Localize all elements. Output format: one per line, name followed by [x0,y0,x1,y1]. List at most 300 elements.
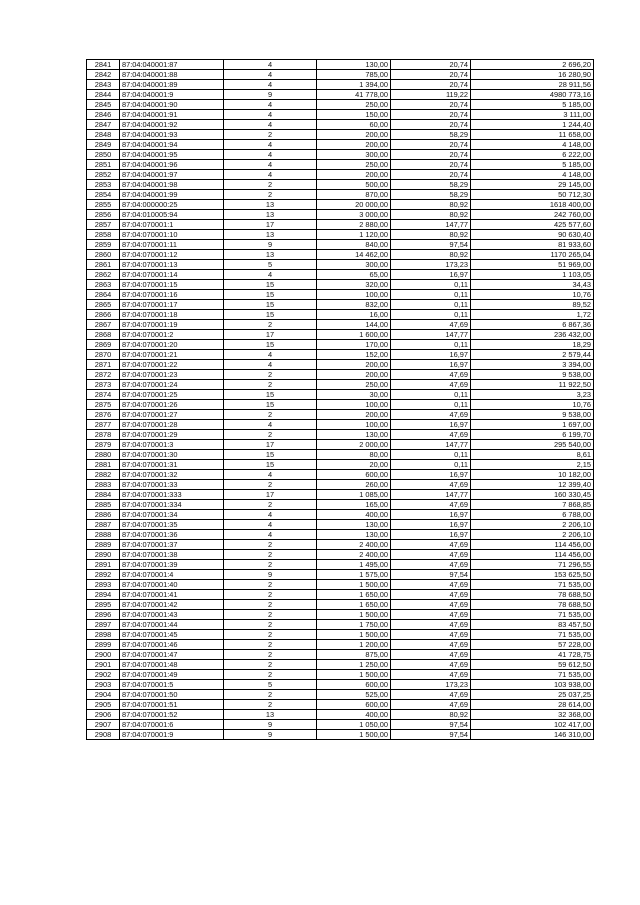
area-cell: 144,00 [317,320,391,330]
cadastral-number-cell: 87:04:070001:51 [120,700,224,710]
cadastral-number-cell: 87:04:070001:28 [120,420,224,430]
cadastral-number-cell: 87:04:070001:333 [120,490,224,500]
category-cell: 2 [224,500,317,510]
value-cell: 71 535,00 [471,670,594,680]
category-cell: 15 [224,390,317,400]
value-cell: 2 696,20 [471,60,594,70]
area-cell: 250,00 [317,160,391,170]
category-cell: 4 [224,60,317,70]
table-row [87,570,594,580]
category-cell: 2 [224,600,317,610]
cadastral-number-cell: 87:04:070001:11 [120,240,224,250]
rate-cell: 0,11 [391,460,471,470]
table-row [87,560,594,570]
row-number-cell: 2883 [87,480,120,490]
row-number-cell: 2881 [87,460,120,470]
rate-cell: 20,74 [391,100,471,110]
category-cell: 2 [224,410,317,420]
rate-cell: 47,69 [391,410,471,420]
area-cell: 1 250,00 [317,660,391,670]
rate-cell: 47,69 [391,550,471,560]
row-number-cell: 2889 [87,540,120,550]
table-row [87,160,594,170]
cadastral-number-cell: 87:04:070001:1 [120,220,224,230]
area-cell: 250,00 [317,380,391,390]
category-cell: 2 [224,640,317,650]
row-number-cell: 2901 [87,660,120,670]
table-row [87,340,594,350]
row-number-cell: 2856 [87,210,120,220]
cadastral-number-cell: 87:04:070001:16 [120,290,224,300]
rate-cell: 20,74 [391,70,471,80]
rate-cell: 58,29 [391,180,471,190]
value-cell: 71 296,55 [471,560,594,570]
category-cell: 17 [224,220,317,230]
table-row [87,710,594,720]
cadastral-number-cell: 87:04:070001:30 [120,450,224,460]
rate-cell: 173,23 [391,260,471,270]
cadastral-number-cell: 87:04:040001:9 [120,90,224,100]
category-cell: 13 [224,250,317,260]
cadastral-number-cell: 87:04:070001:5 [120,680,224,690]
row-number-cell: 2903 [87,680,120,690]
value-cell: 153 625,50 [471,570,594,580]
rate-cell: 58,29 [391,190,471,200]
cadastral-number-cell: 87:04:070001:49 [120,670,224,680]
rate-cell: 47,69 [391,670,471,680]
rate-cell: 0,11 [391,400,471,410]
value-cell: 4 148,00 [471,140,594,150]
area-cell: 100,00 [317,400,391,410]
value-cell: 2,15 [471,460,594,470]
row-number-cell: 2885 [87,500,120,510]
value-cell: 3 394,00 [471,360,594,370]
value-cell: 59 612,50 [471,660,594,670]
area-cell: 1 500,00 [317,580,391,590]
table-row [87,120,594,130]
value-cell: 10 182,00 [471,470,594,480]
rate-cell: 0,11 [391,340,471,350]
cadastral-number-cell: 87:04:070001:14 [120,270,224,280]
rate-cell: 47,69 [391,370,471,380]
area-cell: 1 050,00 [317,720,391,730]
cadastral-number-cell: 87:04:070001:38 [120,550,224,560]
row-number-cell: 2863 [87,280,120,290]
row-number-cell: 2871 [87,360,120,370]
category-cell: 2 [224,180,317,190]
table-body [87,60,594,740]
value-cell: 50 712,30 [471,190,594,200]
rate-cell: 147,77 [391,440,471,450]
value-cell: 28 614,00 [471,700,594,710]
cadastral-number-cell: 87:04:070001:32 [120,470,224,480]
row-number-cell: 2888 [87,530,120,540]
table-row [87,600,594,610]
cadastral-number-cell: 87:04:070001:19 [120,320,224,330]
value-cell: 6 867,36 [471,320,594,330]
rate-cell: 147,77 [391,330,471,340]
value-cell: 10,76 [471,290,594,300]
cadastral-number-cell: 87:04:070001:34 [120,510,224,520]
category-cell: 15 [224,450,317,460]
table-row [87,240,594,250]
cadastral-number-cell: 87:04:070001:42 [120,600,224,610]
rate-cell: 20,74 [391,60,471,70]
category-cell: 5 [224,260,317,270]
value-cell: 4 148,00 [471,170,594,180]
value-cell: 6 199,70 [471,430,594,440]
table-row [87,200,594,210]
category-cell: 15 [224,460,317,470]
table-row [87,450,594,460]
cadastral-number-cell: 87:04:070001:46 [120,640,224,650]
category-cell: 5 [224,680,317,690]
rate-cell: 147,77 [391,490,471,500]
area-cell: 200,00 [317,170,391,180]
cadastral-number-cell: 87:04:070001:44 [120,620,224,630]
rate-cell: 47,69 [391,630,471,640]
value-cell: 78 688,50 [471,600,594,610]
value-cell: 114 456,00 [471,550,594,560]
value-cell: 90 630,40 [471,230,594,240]
category-cell: 4 [224,80,317,90]
table-row [87,220,594,230]
row-number-cell: 2872 [87,370,120,380]
area-cell: 1 120,00 [317,230,391,240]
cadastral-number-cell: 87:04:040001:93 [120,130,224,140]
value-cell: 78 688,50 [471,590,594,600]
rate-cell: 47,69 [391,660,471,670]
area-cell: 1 085,00 [317,490,391,500]
table-row [87,420,594,430]
rate-cell: 20,74 [391,160,471,170]
value-cell: 89,52 [471,300,594,310]
rate-cell: 16,97 [391,350,471,360]
category-cell: 9 [224,720,317,730]
category-cell: 2 [224,540,317,550]
rate-cell: 80,92 [391,710,471,720]
table-row [87,530,594,540]
area-cell: 2 000,00 [317,440,391,450]
value-cell: 16 280,90 [471,70,594,80]
row-number-cell: 2895 [87,600,120,610]
category-cell: 4 [224,70,317,80]
value-cell: 5 185,00 [471,160,594,170]
rate-cell: 20,74 [391,150,471,160]
category-cell: 4 [224,100,317,110]
category-cell: 2 [224,550,317,560]
rate-cell: 47,69 [391,430,471,440]
table-row [87,250,594,260]
category-cell: 2 [224,380,317,390]
row-number-cell: 2874 [87,390,120,400]
table-row [87,180,594,190]
row-number-cell: 2843 [87,80,120,90]
value-cell: 1 103,05 [471,270,594,280]
area-cell: 840,00 [317,240,391,250]
category-cell: 2 [224,630,317,640]
table-row [87,390,594,400]
value-cell: 57 228,00 [471,640,594,650]
category-cell: 4 [224,350,317,360]
category-cell: 2 [224,690,317,700]
table-row [87,170,594,180]
rate-cell: 80,92 [391,210,471,220]
rate-cell: 80,92 [391,250,471,260]
category-cell: 9 [224,240,317,250]
row-number-cell: 2858 [87,230,120,240]
row-number-cell: 2860 [87,250,120,260]
area-cell: 500,00 [317,180,391,190]
cadastral-number-cell: 87:04:070001:50 [120,690,224,700]
area-cell: 250,00 [317,100,391,110]
category-cell: 2 [224,430,317,440]
area-cell: 152,00 [317,350,391,360]
row-number-cell: 2887 [87,520,120,530]
cadastral-number-cell: 87:04:040001:96 [120,160,224,170]
row-number-cell: 2855 [87,200,120,210]
area-cell: 1 500,00 [317,610,391,620]
rate-cell: 16,97 [391,420,471,430]
rate-cell: 47,69 [391,690,471,700]
cadastral-number-cell: 87:04:070001:48 [120,660,224,670]
rate-cell: 20,74 [391,170,471,180]
value-cell: 1170 265,04 [471,250,594,260]
area-cell: 200,00 [317,410,391,420]
cadastral-number-cell: 87:04:040001:88 [120,70,224,80]
row-number-cell: 2864 [87,290,120,300]
category-cell: 4 [224,520,317,530]
value-cell: 28 911,56 [471,80,594,90]
value-cell: 242 760,00 [471,210,594,220]
value-cell: 2 206,10 [471,520,594,530]
category-cell: 2 [224,370,317,380]
cadastral-number-cell: 87:04:010005:94 [120,210,224,220]
value-cell: 12 399,40 [471,480,594,490]
value-cell: 1 244,40 [471,120,594,130]
rate-cell: 16,97 [391,530,471,540]
value-cell: 114 456,00 [471,540,594,550]
cadastral-number-cell: 87:04:070001:43 [120,610,224,620]
area-cell: 130,00 [317,530,391,540]
value-cell: 32 368,00 [471,710,594,720]
category-cell: 17 [224,440,317,450]
cadastral-number-cell: 87:04:070001:31 [120,460,224,470]
rate-cell: 0,11 [391,390,471,400]
value-cell: 3,23 [471,390,594,400]
cadastral-number-cell: 87:04:070001:24 [120,380,224,390]
value-cell: 6 788,00 [471,510,594,520]
cadastral-number-cell: 87:04:070001:2 [120,330,224,340]
table-row [87,290,594,300]
cadastral-number-cell: 87:04:070001:39 [120,560,224,570]
value-cell: 425 577,60 [471,220,594,230]
rate-cell: 47,69 [391,500,471,510]
cadastral-number-cell: 87:04:040001:90 [120,100,224,110]
table-row [87,320,594,330]
area-cell: 200,00 [317,370,391,380]
cadastral-number-cell: 87:04:070001:17 [120,300,224,310]
table-row [87,140,594,150]
value-cell: 41 728,75 [471,650,594,660]
area-cell: 400,00 [317,710,391,720]
value-cell: 9 538,00 [471,370,594,380]
row-number-cell: 2882 [87,470,120,480]
cadastral-number-cell: 87:04:040001:89 [120,80,224,90]
table-row [87,380,594,390]
value-cell: 11 922,50 [471,380,594,390]
cadastral-number-cell: 87:04:070001:22 [120,360,224,370]
row-number-cell: 2878 [87,430,120,440]
rate-cell: 97,54 [391,240,471,250]
value-cell: 160 330,45 [471,490,594,500]
area-cell: 2 400,00 [317,540,391,550]
value-cell: 6 222,00 [471,150,594,160]
area-cell: 600,00 [317,700,391,710]
value-cell: 8,61 [471,450,594,460]
rate-cell: 58,29 [391,130,471,140]
rate-cell: 47,69 [391,620,471,630]
cadastral-number-cell: 87:04:070001:33 [120,480,224,490]
table-row [87,480,594,490]
cadastral-number-cell: 87:04:040001:91 [120,110,224,120]
area-cell: 60,00 [317,120,391,130]
cadastral-number-cell: 87:04:070001:12 [120,250,224,260]
table-row [87,350,594,360]
row-number-cell: 2893 [87,580,120,590]
area-cell: 3 000,00 [317,210,391,220]
cadastral-number-cell: 87:04:070001:15 [120,280,224,290]
area-cell: 1 750,00 [317,620,391,630]
area-cell: 14 462,00 [317,250,391,260]
table-row [87,430,594,440]
cadastral-number-cell: 87:04:070001:26 [120,400,224,410]
area-cell: 80,00 [317,450,391,460]
table-row [87,650,594,660]
row-number-cell: 2867 [87,320,120,330]
category-cell: 15 [224,290,317,300]
table-row [87,280,594,290]
cadastral-number-cell: 87:04:070001:13 [120,260,224,270]
area-cell: 130,00 [317,520,391,530]
cadastral-number-cell: 87:04:070001:47 [120,650,224,660]
area-cell: 130,00 [317,60,391,70]
table-row [87,690,594,700]
rate-cell: 0,11 [391,450,471,460]
row-number-cell: 2854 [87,190,120,200]
rate-cell: 20,74 [391,80,471,90]
cadastral-number-cell: 87:04:040001:94 [120,140,224,150]
row-number-cell: 2852 [87,170,120,180]
category-cell: 9 [224,570,317,580]
table-row [87,540,594,550]
category-cell: 2 [224,590,317,600]
category-cell: 4 [224,160,317,170]
row-number-cell: 2851 [87,160,120,170]
row-number-cell: 2896 [87,610,120,620]
value-cell: 3 111,00 [471,110,594,120]
table-row [87,90,594,100]
table-row [87,670,594,680]
area-cell: 16,00 [317,310,391,320]
cadastral-number-cell: 87:04:000000:25 [120,200,224,210]
rate-cell: 0,11 [391,280,471,290]
area-cell: 1 575,00 [317,570,391,580]
table-row [87,610,594,620]
category-cell: 4 [224,360,317,370]
table-row [87,110,594,120]
row-number-cell: 2842 [87,70,120,80]
table-row [87,500,594,510]
area-cell: 2 400,00 [317,550,391,560]
category-cell: 15 [224,400,317,410]
table-row [87,310,594,320]
table-row [87,410,594,420]
area-cell: 1 650,00 [317,590,391,600]
row-number-cell: 2846 [87,110,120,120]
row-number-cell: 2857 [87,220,120,230]
category-cell: 2 [224,580,317,590]
area-cell: 41 778,00 [317,90,391,100]
category-cell: 13 [224,200,317,210]
rate-cell: 47,69 [391,600,471,610]
table-row [87,130,594,140]
table-row [87,470,594,480]
row-number-cell: 2866 [87,310,120,320]
area-cell: 100,00 [317,420,391,430]
cadastral-number-cell: 87:04:070001:334 [120,500,224,510]
cadastral-number-cell: 87:04:070001:35 [120,520,224,530]
area-cell: 300,00 [317,260,391,270]
cadastral-number-cell: 87:04:040001:98 [120,180,224,190]
category-cell: 4 [224,420,317,430]
area-cell: 1 500,00 [317,730,391,740]
rate-cell: 80,92 [391,200,471,210]
row-number-cell: 2905 [87,700,120,710]
cadastral-number-cell: 87:04:040001:92 [120,120,224,130]
rate-cell: 16,97 [391,520,471,530]
area-cell: 875,00 [317,650,391,660]
row-number-cell: 2902 [87,670,120,680]
table-row [87,70,594,80]
area-cell: 525,00 [317,690,391,700]
value-cell: 71 535,00 [471,610,594,620]
table-row [87,60,594,70]
row-number-cell: 2900 [87,650,120,660]
area-cell: 170,00 [317,340,391,350]
row-number-cell: 2844 [87,90,120,100]
category-cell: 2 [224,650,317,660]
cadastral-number-cell: 87:04:070001:21 [120,350,224,360]
row-number-cell: 2892 [87,570,120,580]
table-row [87,270,594,280]
table-row [87,440,594,450]
category-cell: 4 [224,140,317,150]
area-cell: 200,00 [317,360,391,370]
area-cell: 150,00 [317,110,391,120]
row-number-cell: 2873 [87,380,120,390]
area-cell: 300,00 [317,150,391,160]
row-number-cell: 2869 [87,340,120,350]
table-row [87,150,594,160]
area-cell: 320,00 [317,280,391,290]
table-row [87,510,594,520]
table-row [87,400,594,410]
row-number-cell: 2849 [87,140,120,150]
category-cell: 2 [224,320,317,330]
area-cell: 100,00 [317,290,391,300]
row-number-cell: 2841 [87,60,120,70]
